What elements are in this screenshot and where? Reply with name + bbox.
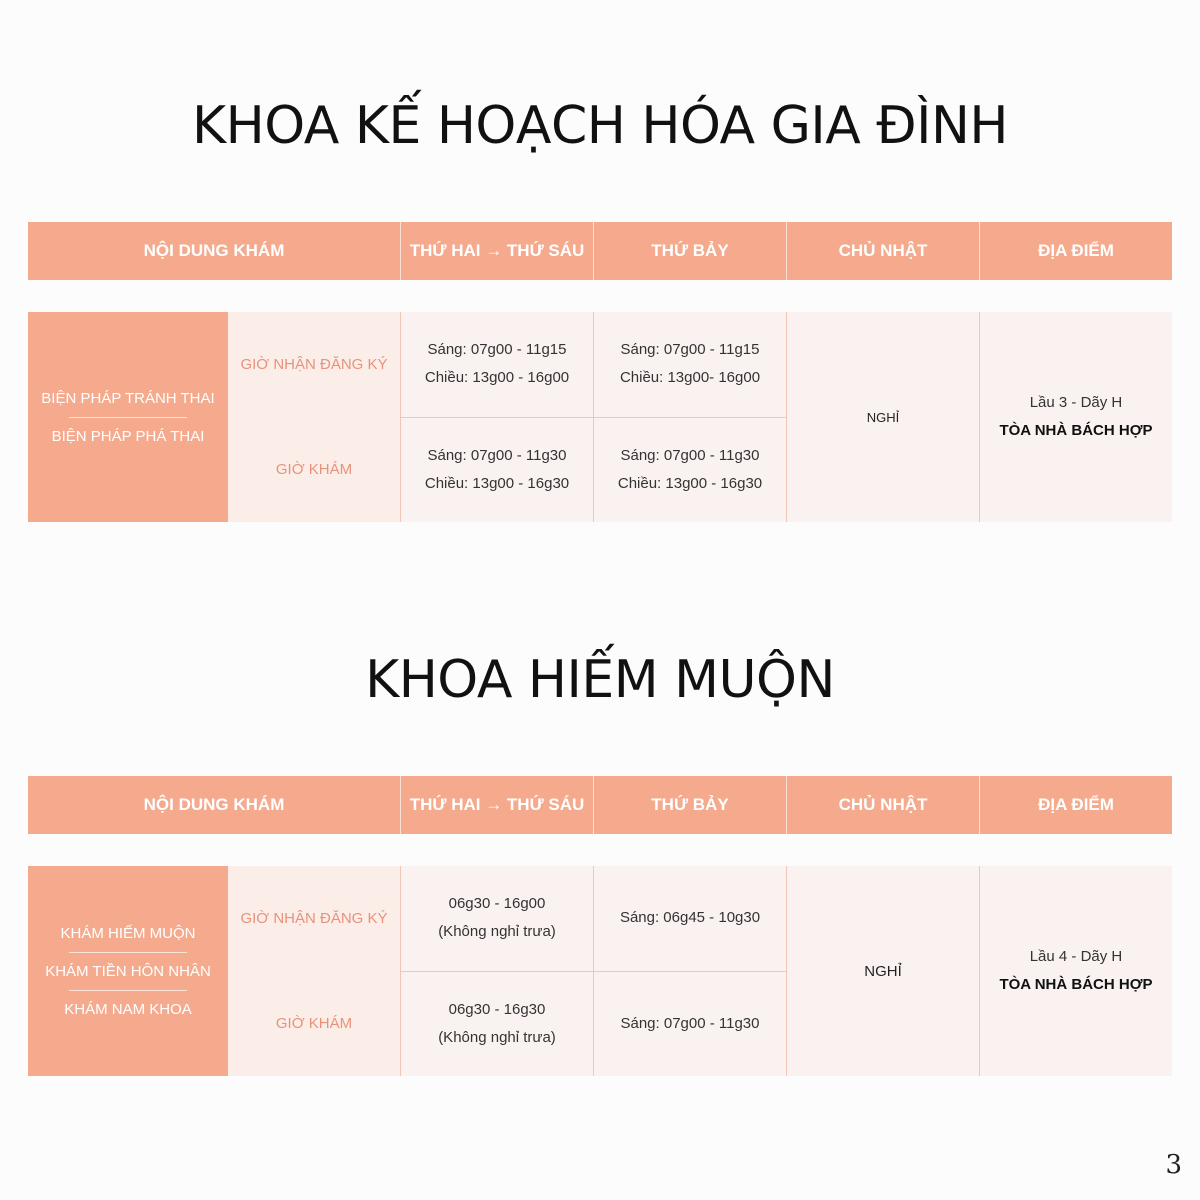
time-note: (Không nghỉ trưa) xyxy=(438,923,556,941)
table-header-infertility xyxy=(28,776,1172,834)
saturday-column xyxy=(594,312,787,522)
header-sunday: CHỦ NHẬT xyxy=(787,776,980,834)
location-floor: Lầu 4 - Dãy H xyxy=(1029,948,1123,965)
saturday-exam-cell xyxy=(594,972,786,1077)
time-note: (Không nghỉ trưa) xyxy=(438,1028,556,1046)
header-location: ĐỊA ĐIỂM xyxy=(1038,795,1114,814)
time-text: Chiều: 13g00 - 16g30 xyxy=(424,474,570,492)
time-text: Sáng: 07g00 - 11g15 xyxy=(427,341,567,359)
section-title-family-planning: KHOA KẾ HOẠCH HÓA GIA ĐÌNH xyxy=(192,96,1008,156)
weekday-registration-cell xyxy=(401,866,593,972)
service-item: KHÁM TIỀN HÔN NHÂN xyxy=(45,962,211,980)
time-text: Sáng: 07g00 - 11g30 xyxy=(427,446,567,464)
weekday-exam-cell xyxy=(401,418,593,523)
label-registration-hours: GIỜ NHẬN ĐĂNG KÝ xyxy=(240,910,388,927)
service-list xyxy=(28,866,228,1076)
location-building: TÒA NHÀ BÁCH HỢP xyxy=(999,422,1153,439)
schedule-table-infertility xyxy=(28,866,1172,1076)
service-list xyxy=(28,312,228,522)
time-text: Sáng: 07g00 - 11g30 xyxy=(620,1014,760,1032)
time-text: Chiều: 13g00- 16g00 xyxy=(619,369,761,387)
schedule-table-family-planning xyxy=(28,312,1172,522)
time-text: Chiều: 13g00 - 16g30 xyxy=(617,474,763,492)
header-weekdays: THỨ HAI → THỨ SÁU xyxy=(401,776,594,834)
service-item: KHÁM NAM KHOA xyxy=(64,1000,192,1018)
location-cell xyxy=(980,866,1172,1076)
page-number: 3 xyxy=(1165,1150,1182,1180)
saturday-column xyxy=(594,866,787,1076)
weekday-column xyxy=(401,866,594,1076)
time-text: Sáng: 06g45 - 10g30 xyxy=(619,909,761,927)
row-labels xyxy=(228,312,401,522)
label-registration-hours: GIỜ NHẬN ĐĂNG KÝ xyxy=(240,356,388,373)
time-text: Chiều: 13g00 - 16g00 xyxy=(424,369,570,387)
header-saturday: THỨ BẢY xyxy=(594,776,787,834)
location-building: TÒA NHÀ BÁCH HỢP xyxy=(999,976,1153,993)
saturday-registration-cell xyxy=(594,866,786,972)
time-text: 06g30 - 16g30 xyxy=(448,1000,546,1018)
saturday-exam-cell xyxy=(594,418,786,523)
header-sunday: CHỦ NHẬT xyxy=(787,222,980,280)
weekday-column xyxy=(401,312,594,522)
time-text: Sáng: 07g00 - 11g15 xyxy=(620,341,760,359)
saturday-registration-cell xyxy=(594,312,786,418)
section-title-infertility: KHOA HIẾM MUỘN xyxy=(365,650,835,710)
service-item: BIỆN PHÁP PHÁ THAI xyxy=(51,427,205,445)
header-content: NỘI DUNG KHÁM xyxy=(28,222,401,280)
service-item: BIỆN PHÁP TRÁNH THAI xyxy=(41,389,215,407)
sunday-cell: NGHỈ xyxy=(787,312,980,522)
weekday-exam-cell xyxy=(401,972,593,1077)
row-labels xyxy=(228,866,401,1076)
location-floor: Lầu 3 - Dãy H xyxy=(1029,394,1123,411)
weekday-registration-cell xyxy=(401,312,593,418)
header-saturday: THỨ BẢY xyxy=(594,222,787,280)
sunday-cell: NGHỈ xyxy=(787,866,980,1076)
header-content: NỘI DUNG KHÁM xyxy=(28,776,401,834)
label-exam-hours: GIỜ KHÁM xyxy=(275,461,353,478)
location-cell xyxy=(980,312,1172,522)
label-exam-hours: GIỜ KHÁM xyxy=(275,1015,353,1032)
service-item: KHÁM HIẾM MUỘN xyxy=(60,924,196,942)
time-text: 06g30 - 16g00 xyxy=(448,895,546,913)
time-text: Sáng: 07g00 - 11g30 xyxy=(620,446,760,464)
table-header-family-planning xyxy=(28,222,1172,280)
header-location: ĐỊA ĐIỂM xyxy=(1038,241,1114,260)
header-weekdays: THỨ HAI → THỨ SÁU xyxy=(401,222,594,280)
